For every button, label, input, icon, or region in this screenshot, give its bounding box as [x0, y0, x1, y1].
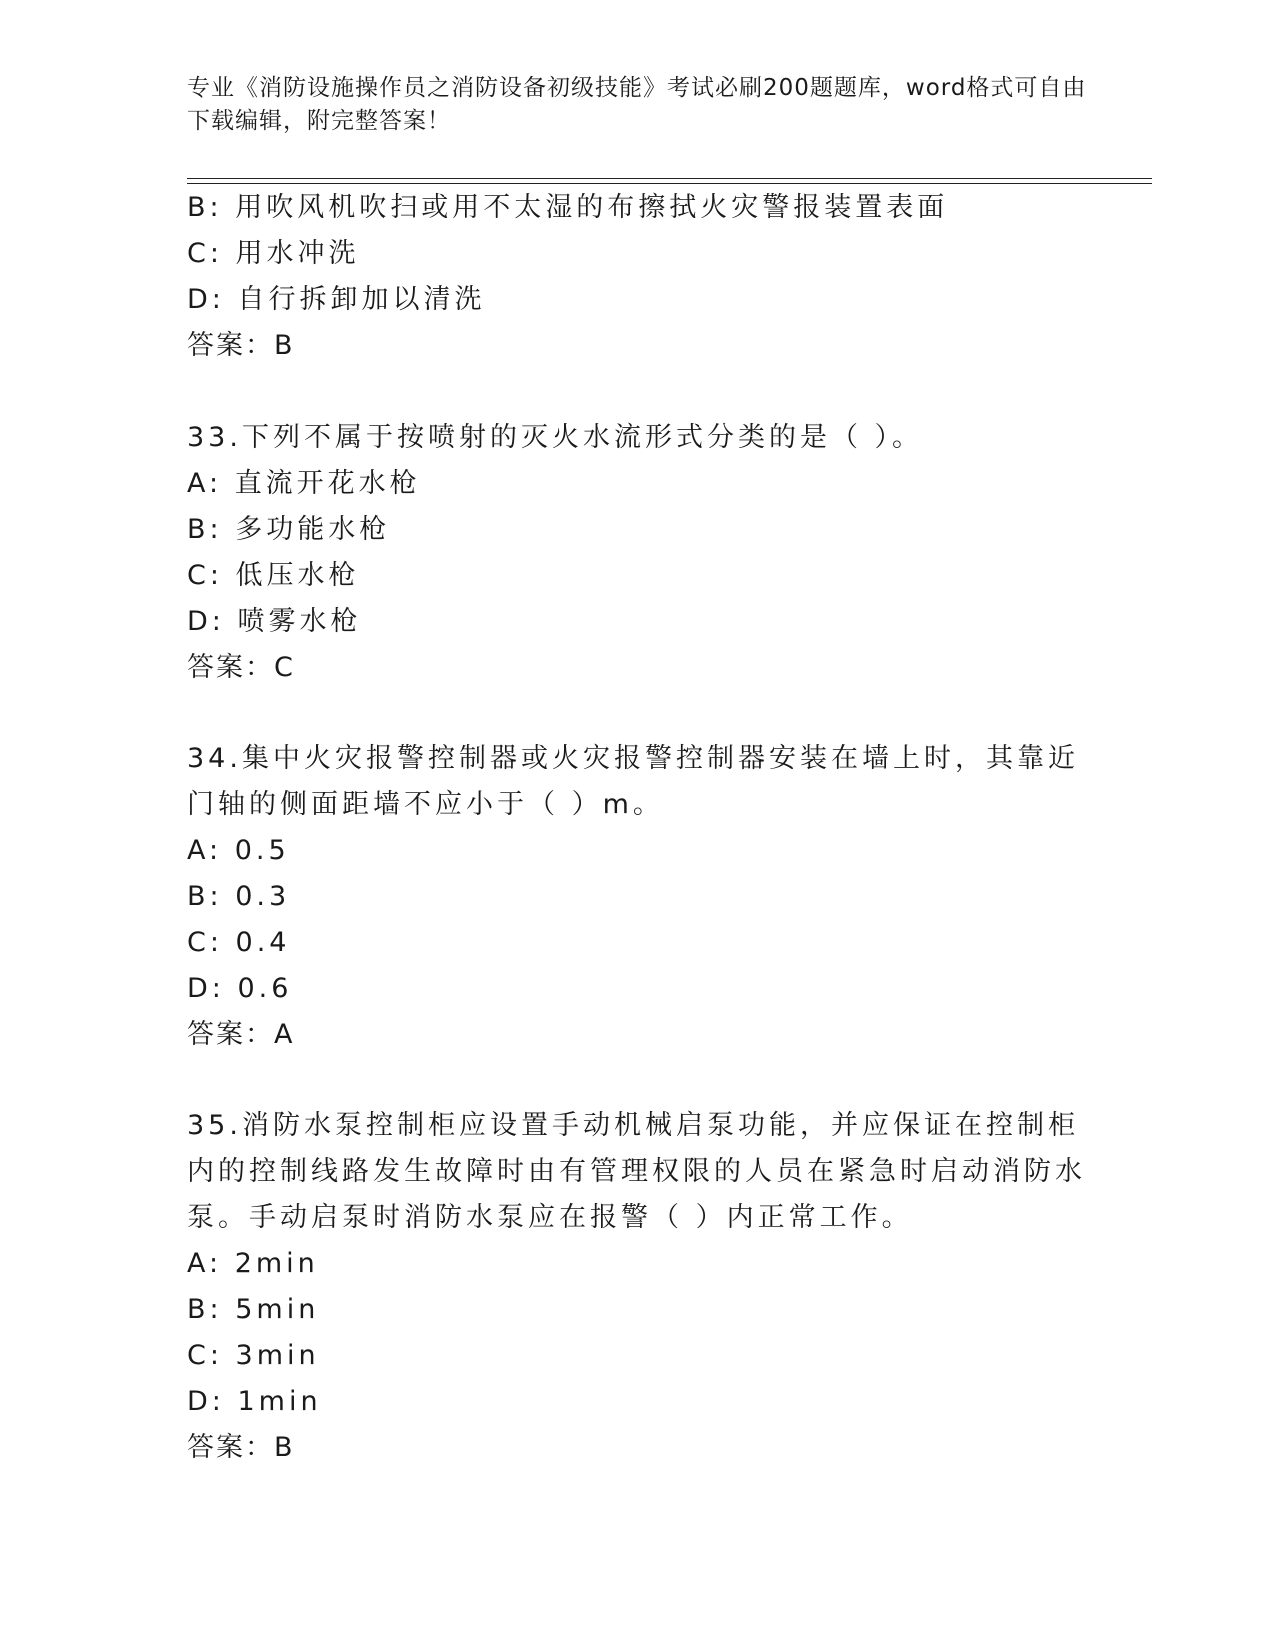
option-letter: D: [187, 606, 225, 637]
option-letter: D: [187, 284, 225, 315]
option-text: 2min [234, 1248, 319, 1279]
option-text: 多功能水枪 [235, 514, 391, 545]
question-33: 33.下列不属于按喷射的灭火水流形式分类的是（ ）。 [187, 422, 924, 453]
option-text: 0.3 [235, 881, 291, 912]
answer-line: 答案：A [187, 1019, 295, 1050]
option-text: 自行拆卸加以清洗 [237, 284, 486, 315]
document-header-title: 专业《消防设施操作员之消防设备初级技能》考试必刷200题题库，word格式可自由下载编辑，附完整答案！ [187, 75, 1087, 134]
option-letter: C: [187, 238, 223, 269]
option-c [187, 920, 291, 966]
option-text: 用水冲洗 [235, 238, 360, 269]
option-d [187, 277, 485, 323]
option-text: 0.5 [234, 835, 290, 866]
option-letter: D: [187, 1386, 225, 1417]
option-letter: C: [187, 927, 223, 958]
option-letter: A: [187, 1248, 223, 1279]
option-letter: A: [187, 468, 223, 499]
option-letter: A: [187, 835, 223, 866]
option-letter: B: [187, 1294, 223, 1325]
option-text: 3min [235, 1340, 320, 1371]
option-letter: C: [187, 1340, 223, 1371]
option-text: 1min [237, 1386, 322, 1417]
option-text: 用吹风机吹扫或用不太湿的布擦拭火灾警报装置表面 [235, 192, 949, 223]
option-a [187, 461, 421, 507]
option-a [187, 828, 290, 874]
option-d [187, 599, 361, 645]
option-text: 喷雾水枪 [237, 606, 362, 637]
option-letter: B: [187, 881, 223, 912]
option-d [187, 966, 292, 1012]
option-b [187, 185, 948, 231]
option-a [187, 1241, 319, 1287]
option-letter: D: [187, 973, 225, 1004]
question-35: 35.消防水泵控制柜应设置手动机械启泵功能，并应保证在控制柜内的控制线路发生故障时由有管理权限的人员在紧急时启动消防水泵。手动启泵时消防水泵应在报警（ ）内正常工作。 [187, 1110, 1086, 1233]
header-divider-bottom [187, 183, 1152, 184]
option-text: 低压水枪 [235, 560, 360, 591]
answer-line: 答案：C [187, 652, 295, 683]
option-letter: C: [187, 560, 223, 591]
option-c [187, 1333, 320, 1379]
option-text: 直流开花水枪 [234, 468, 421, 499]
option-letter: B: [187, 192, 223, 223]
option-d [187, 1379, 322, 1425]
option-letter: B: [187, 514, 223, 545]
option-text: 0.4 [235, 927, 291, 958]
option-text: 0.6 [237, 973, 293, 1004]
option-text: 5min [235, 1294, 320, 1325]
option-b [187, 1287, 319, 1333]
answer-line: 答案：B [187, 1432, 295, 1463]
header-divider-top [187, 178, 1152, 179]
option-b [187, 507, 390, 553]
question-34: 34.集中火灾报警控制器或火灾报警控制器安装在墙上时，其靠近门轴的侧面距墙不应小于（ ）m。 [187, 743, 1079, 820]
option-b [187, 874, 290, 920]
answer-line: 答案：B [187, 330, 295, 361]
option-c [187, 553, 360, 599]
option-c [187, 231, 360, 277]
